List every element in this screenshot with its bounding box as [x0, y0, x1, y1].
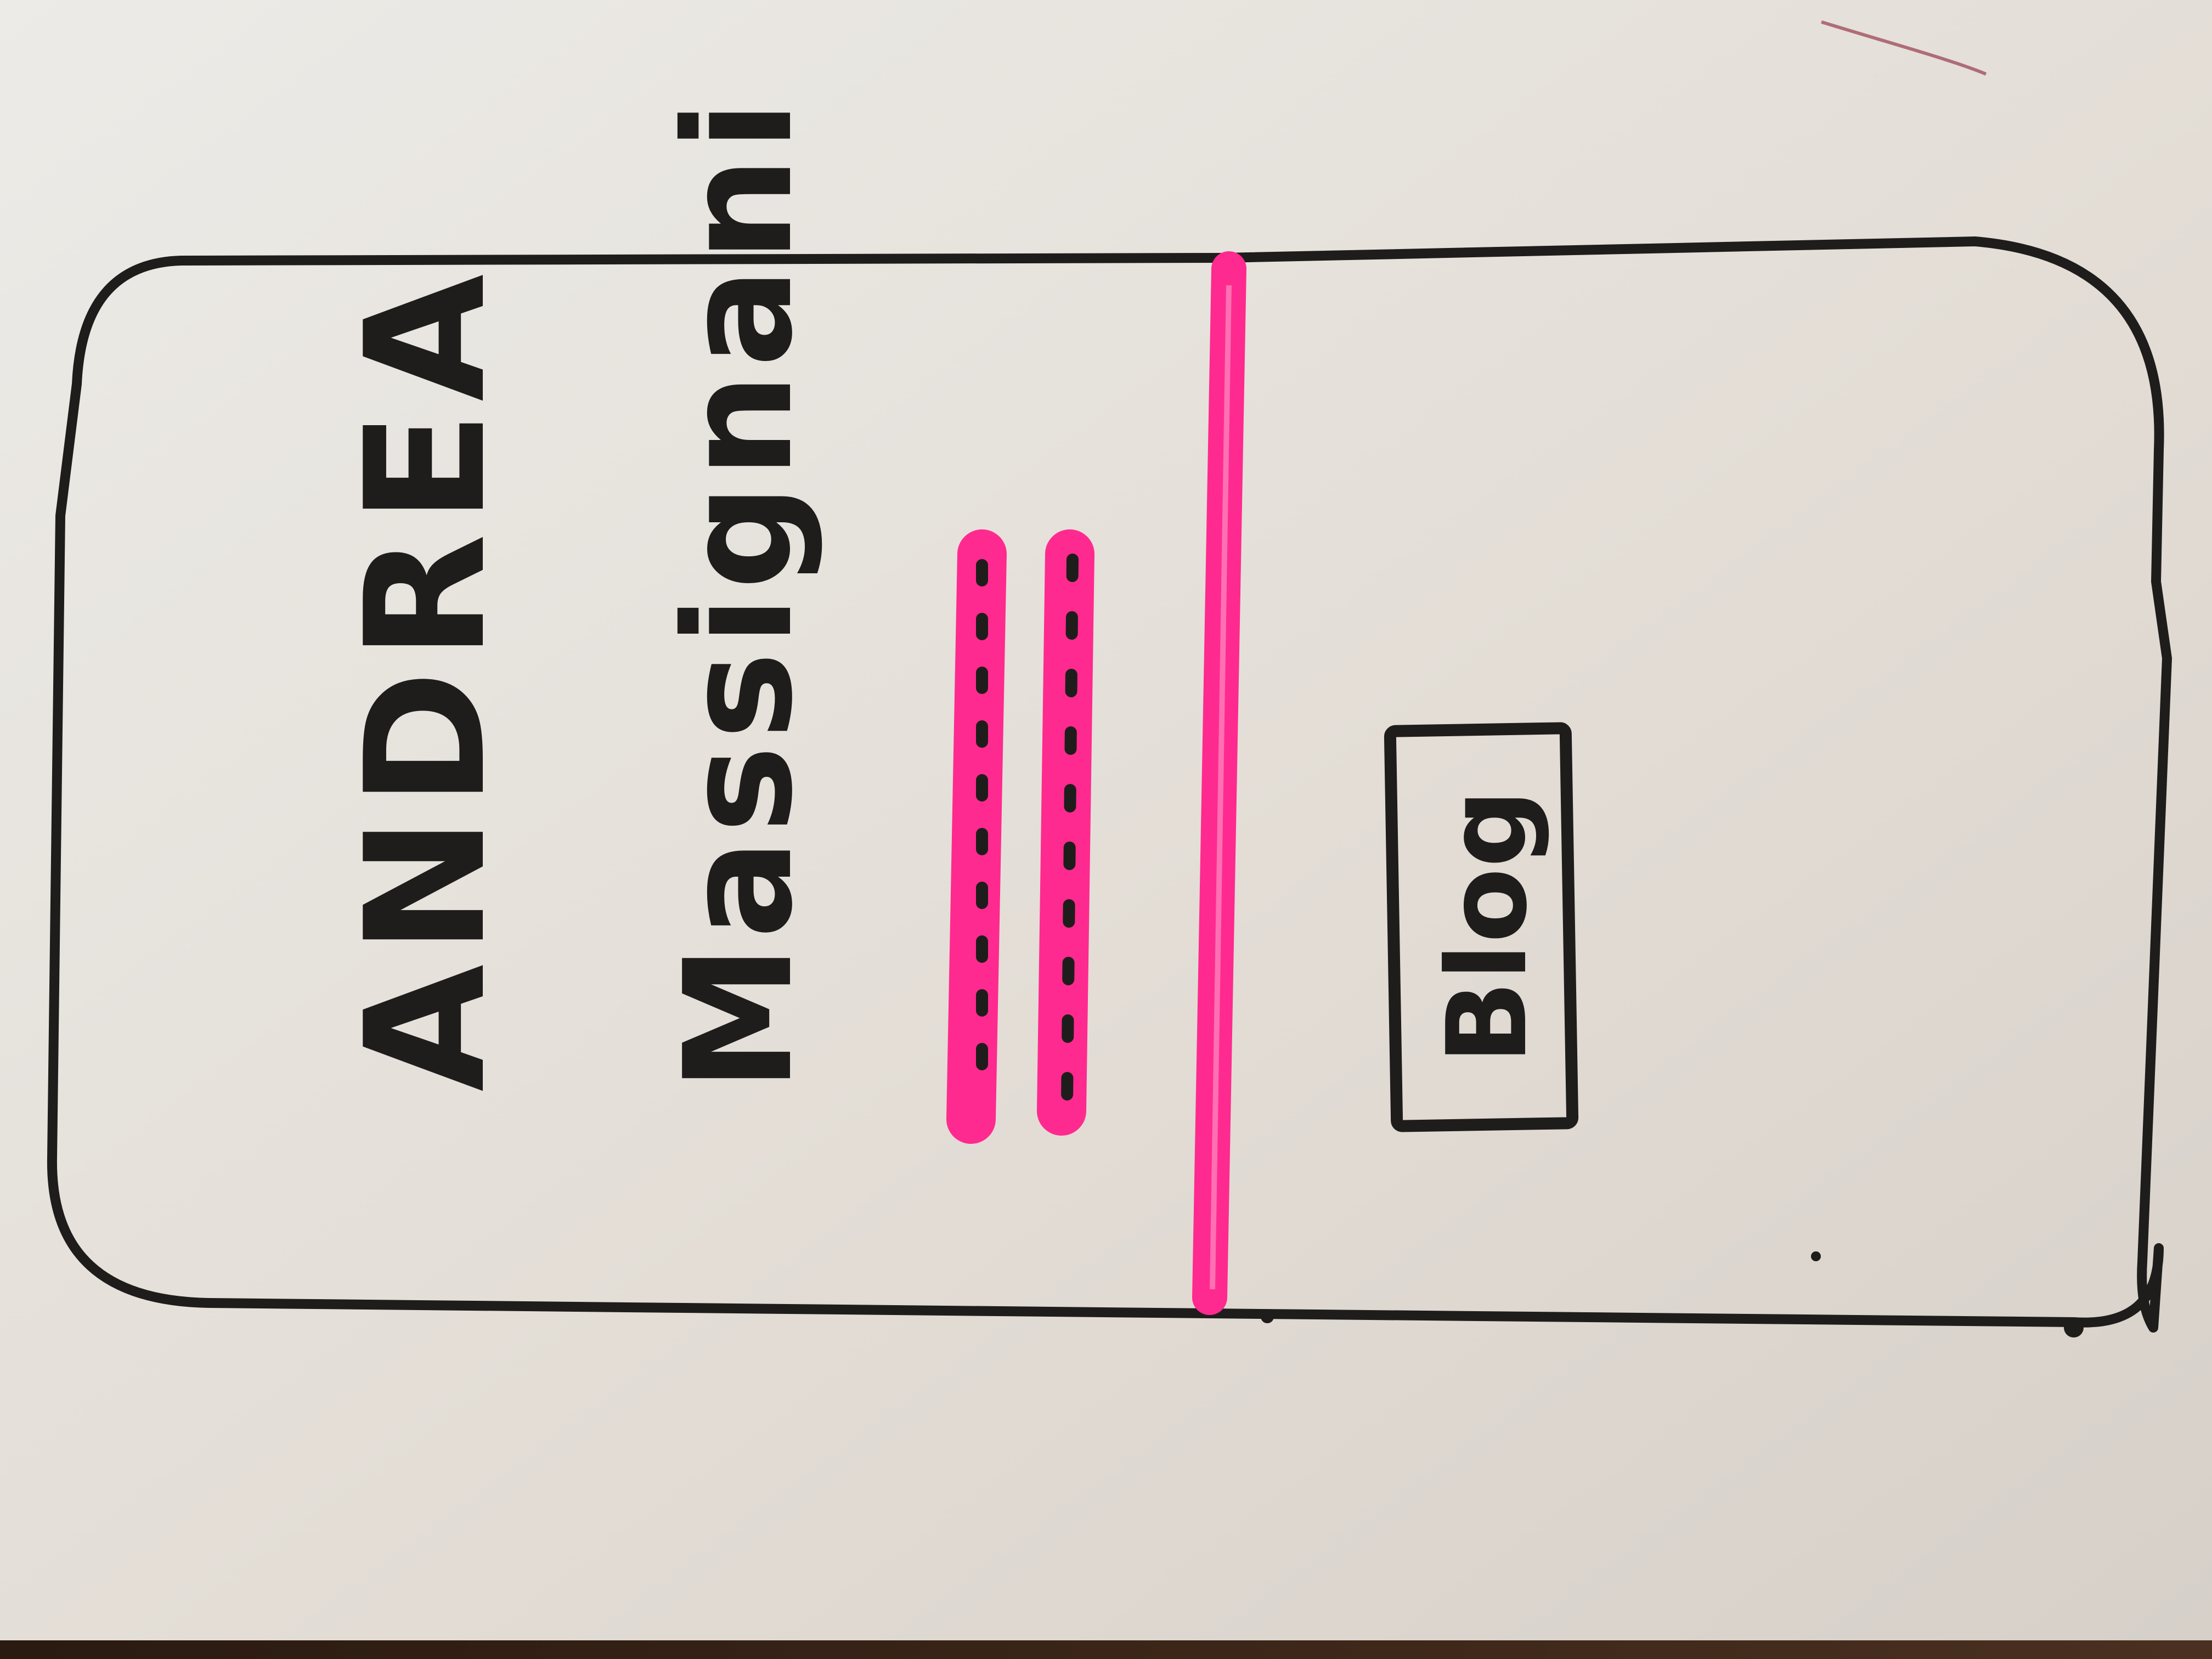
ink-dot	[2064, 1318, 2084, 1338]
name-first: ANDREA	[330, 264, 522, 1092]
text-bar-2	[1062, 554, 1073, 1111]
name-title	[330, 264, 522, 1092]
name-last: Massignani	[652, 94, 825, 1092]
ink-dot	[1811, 1251, 1821, 1261]
text-bar-1	[971, 554, 982, 1119]
blog-button-label-group[interactable]	[1424, 789, 1551, 1064]
ink-dot	[1261, 1310, 1274, 1323]
blog-button-label[interactable]: Blog	[1424, 789, 1551, 1064]
name-subtitle	[652, 95, 825, 1092]
